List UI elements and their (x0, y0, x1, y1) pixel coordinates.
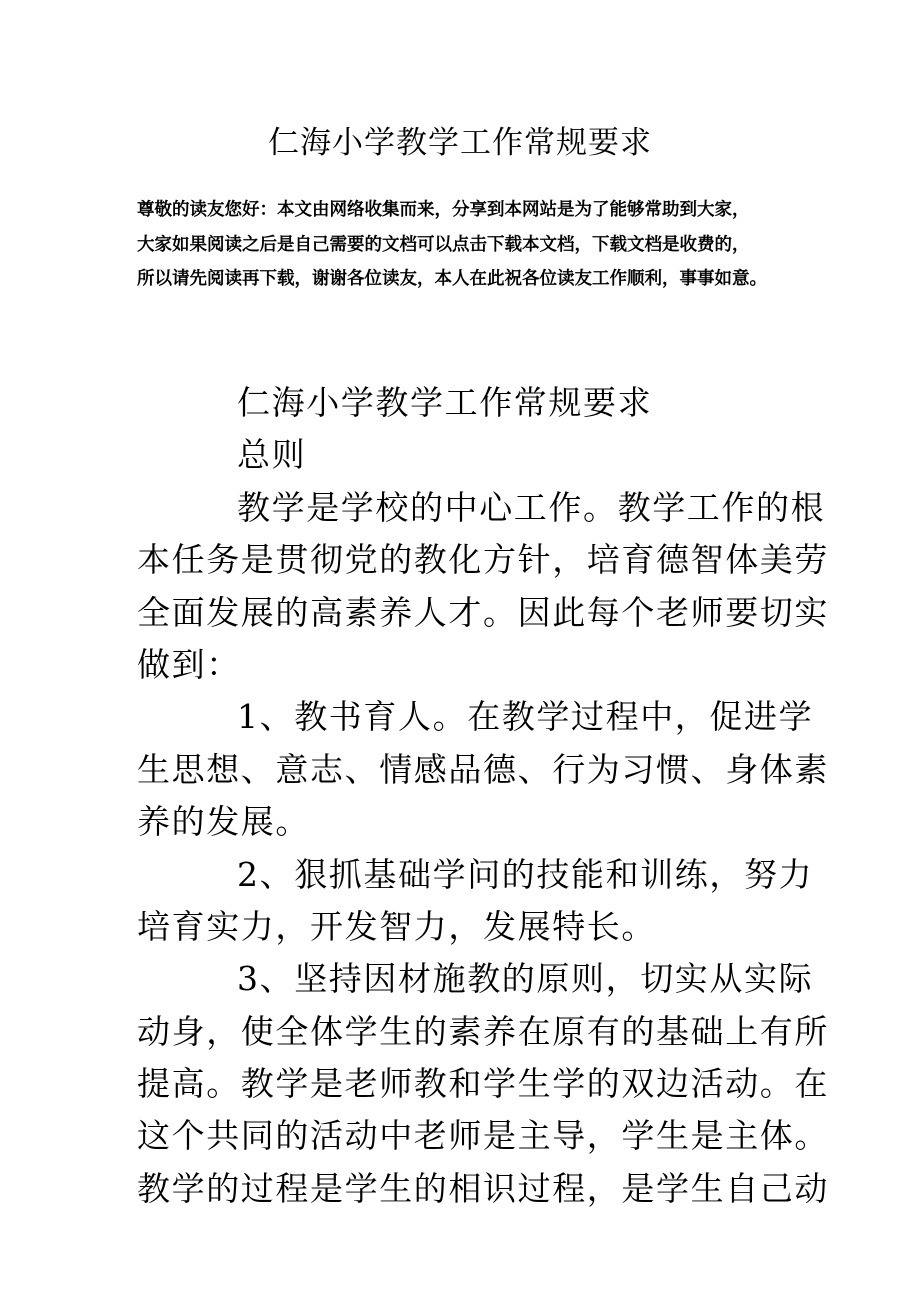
document-title: 仁海小学教学工作常规要求 (268, 125, 652, 161)
paragraph-line: 2、狠抓基础学问的技能和训练，努力 (237, 854, 814, 894)
paragraph-line: 教学的过程是学生的相识过程，是学生自己动 (137, 1168, 829, 1208)
notice-line: 大家如果阅读之后是自己需要的文档可以点击下载本文档，下载文档是收费的， (137, 234, 750, 255)
notice-line: 所以请先阅读再下载，谢谢各位读友，本人在此祝各位读友工作顺利，事事如意。 (137, 269, 767, 289)
paragraph-line: 提高。教学是老师教和学生学的双边活动。在 (137, 1064, 829, 1104)
paragraph-line: 生思想、意志、情感品德、行为习惯、身体素 (137, 749, 829, 789)
paragraph-line: 培育实力，开发智力，发展特长。 (137, 906, 656, 946)
paragraph-line: 动身，使全体学生的素养在原有的基础上有所 (137, 1011, 829, 1051)
paragraph-line: 养的发展。 (137, 802, 310, 842)
document-body (137, 377, 829, 1215)
paragraph-line: 1、教书育人。在教学过程中，促进学 (237, 697, 814, 737)
paragraph-line: 这个共同的活动中老师是主导，学生是主体。 (137, 1116, 829, 1156)
paragraph-line: 3、坚持因材施教的原则，切实从实际 (237, 959, 814, 999)
paragraph-line: 教学是学校的中心工作。教学工作的根 (237, 487, 826, 527)
reader-notice (137, 193, 797, 297)
paragraph-line: 本任务是贯彻党的教化方针，培育德智体美劳 (137, 540, 829, 580)
section-heading: 总则 (237, 435, 307, 475)
notice-line: 尊敬的读友您好：本文由网络收集而来，分享到本网站是为了能够常助到大家， (137, 200, 750, 220)
paragraph-line: 做到： (137, 644, 241, 684)
body-heading: 仁海小学教学工作常规要求 (237, 383, 653, 422)
paragraph-line: 全面发展的高素养人才。因此每个老师要切实 (137, 592, 829, 632)
